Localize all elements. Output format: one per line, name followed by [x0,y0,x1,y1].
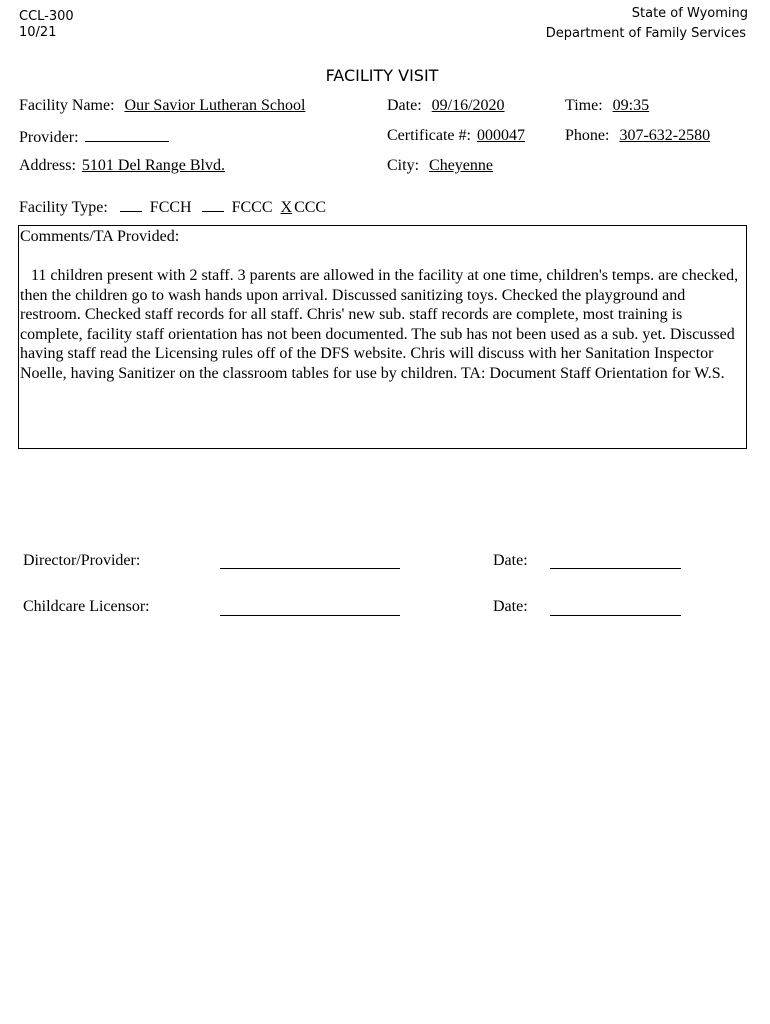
provider-value [85,127,169,142]
facility-type-row [19,197,326,217]
director-signature-line [220,568,400,569]
provider-row [19,127,169,147]
licensor-signature-line [220,615,400,616]
facility-name-label: Facility Name: [19,97,115,114]
city-row [387,157,493,175]
certificate-label: Certificate #: [387,127,471,144]
date-row [387,97,505,115]
comments-text: 11 children present with 2 staff. 3 parents are allowed in the facility at one time, children's temps. are checked, then the children go to wash hands upon arrival. Discussed sanitizing toys. Checked the playground and restroom. Checked staff records for all staff. Chris' new sub. staff records are complete, most training is complete, facility staff orientation has not been documented. The sub has not been used as a sub. yet. Discussed having staff read the Licensing rules off of the DFS website. Chris will discuss with her Sanitation Inspector Noelle, having Sanitizer on the classroom tables for use by children. TA: Document Staff Orientation for W.S. [20,267,739,382]
licensor-date-line [550,615,681,616]
phone-value: 307-632-2580 [619,127,711,144]
city-value: Cheyenne [429,157,493,174]
page-title: FACILITY VISIT [325,66,439,85]
city-label: City: [387,157,420,174]
provider-label: Provider: [19,129,79,146]
facility-name-row [19,97,305,115]
address-label: Address: [19,157,76,174]
phone-row [565,127,710,145]
address-row [19,157,225,175]
date-label: Date: [387,97,422,114]
phone-label: Phone: [565,127,610,144]
fcch-option-label: FCCH [149,199,192,216]
director-provider-label: Director/Provider: [23,552,141,569]
agency-department: Department of Family Services [545,26,746,41]
form-code: CCL-300 [19,9,74,24]
time-row [565,97,649,115]
facility-name-value: Our Savior Lutheran School [124,97,306,114]
ccc-checkbox: X [280,199,293,216]
comments-label: Comments/TA Provided: [20,228,180,245]
form-revision-date: 10/21 [19,25,57,40]
address-value: 5101 Del Range Blvd. [81,157,225,174]
childcare-licensor-label: Childcare Licensor: [23,598,150,615]
date-value: 09/16/2020 [431,97,505,114]
agency-state: State of Wyoming [631,6,748,21]
fcch-checkbox [120,197,142,212]
ccc-option-label: CCC [294,199,327,216]
facility-type-label: Facility Type: [19,199,108,216]
director-date-label: Date: [493,552,528,569]
time-value: 09:35 [612,97,650,114]
comments-box [18,225,747,449]
certificate-value: 000047 [476,127,525,144]
director-date-line [550,568,681,569]
fccc-option-label: FCCC [231,199,273,216]
licensor-date-label: Date: [493,598,528,615]
fccc-checkbox [202,197,224,212]
certificate-row [387,127,525,145]
time-label: Time: [565,97,603,114]
